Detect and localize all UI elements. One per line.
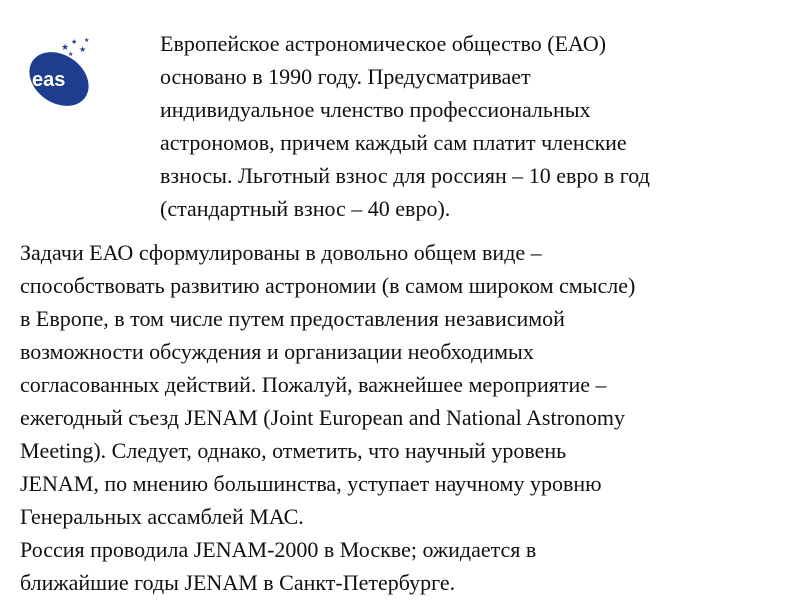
body-line: в Европе, в том числе путем предоставления независимой	[20, 306, 565, 331]
star-icon: ★	[84, 37, 90, 44]
body-paragraph	[20, 236, 795, 599]
intro-line: (стандартный взнос – 40 евро).	[160, 196, 451, 221]
eas-logo-text: eas	[32, 69, 66, 91]
intro-line: основано в 1990 году. Предусматривает	[160, 64, 531, 89]
body-line: Meeting). Следует, однако, отметить, что научный уровень	[20, 438, 567, 463]
intro-line: индивидуальное членство профессиональных	[160, 97, 591, 122]
star-icon: ★	[71, 38, 78, 46]
intro-line: Европейское астрономическое общество (ЕАО)	[160, 31, 607, 56]
star-icon: ★	[79, 45, 87, 54]
intro-paragraph	[160, 27, 792, 225]
body-line: Генеральных ассамблей МАС.	[20, 504, 304, 529]
body-line: JENAM, по мнению большинства, уступает научному уровню	[20, 471, 602, 496]
body-line: ближайшие годы JENAM в Санкт-Петербурге.	[20, 570, 456, 595]
body-line: возможности обсуждения и организации необходимых	[20, 339, 534, 364]
intro-line: взносы. Льготный взнос для россиян – 10 евро в год	[160, 163, 650, 188]
body-line: способствовать развитию астрономии (в самом широком смысле)	[20, 273, 636, 298]
intro-line: астрономов, причем каждый сам платит членские	[160, 130, 627, 155]
star-icon: ★	[61, 43, 70, 53]
body-line: Россия проводила JENAM-2000 в Москве; ожидается в	[20, 537, 537, 562]
star-icon: ★	[68, 51, 74, 58]
eas-logo	[20, 32, 102, 114]
body-line: Задачи ЕАО сформулированы в довольно общем виде –	[20, 240, 542, 265]
body-line: ежегодный съезд JENAM (Joint European and National Astronomy	[20, 405, 626, 430]
body-line: согласованных действий. Пожалуй, важнейшее мероприятие –	[20, 372, 607, 397]
